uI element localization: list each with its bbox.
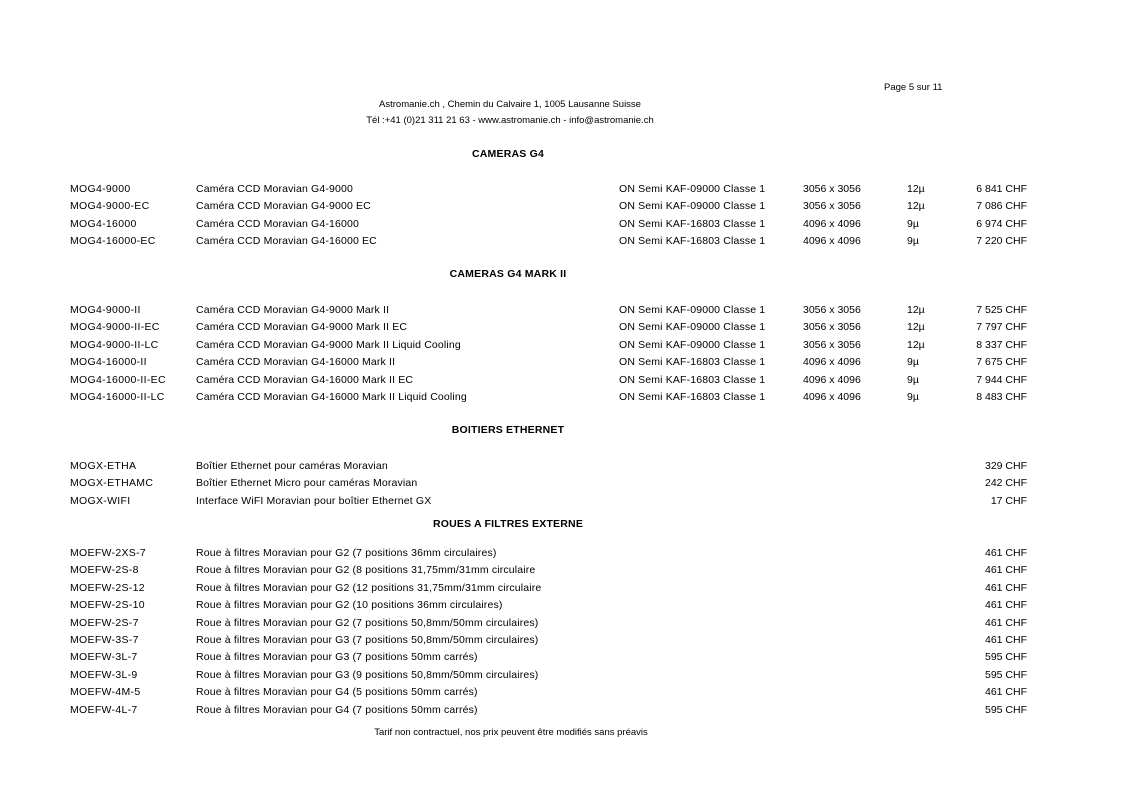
product-description: Caméra CCD Moravian G4-9000 — [196, 183, 353, 195]
product-price: 461 CHF — [984, 599, 1027, 612]
product-price: 461 CHF — [984, 564, 1027, 577]
product-reference: MOGX-WIFI — [70, 494, 131, 507]
product-price: 7 220 CHF — [976, 235, 1027, 248]
product-price: 595 CHF — [984, 668, 1027, 681]
table-row — [0, 458, 1123, 475]
product-price: 7 525 CHF — [976, 304, 1027, 316]
product-description: Caméra CCD Moravian G4-16000 Mark II Liquid Cooling — [196, 391, 467, 403]
product-description: Roue à filtres Moravian pour G3 (7 positions 50,8mm/50mm circulaires) — [196, 634, 539, 646]
sensor-resolution: 3056 x 3056 — [803, 338, 861, 351]
sensor-resolution: 3056 x 3056 — [803, 304, 861, 316]
product-reference: MOEFW-4M-5 — [70, 686, 141, 699]
section-title: ROUES A FILTRES EXTERNE — [432, 518, 584, 530]
product-price: 461 CHF — [984, 616, 1027, 629]
product-reference: MOEFW-4L-7 — [70, 703, 138, 716]
product-price: 461 CHF — [984, 581, 1027, 594]
product-reference: MOEFW-3L-7 — [70, 651, 138, 664]
table-row — [0, 493, 1123, 510]
pixel-size: 9µ — [907, 373, 919, 386]
table-row — [0, 216, 1123, 233]
sensor-resolution: 4096 x 4096 — [803, 217, 861, 230]
pixel-size: 12µ — [907, 200, 925, 213]
product-price: 461 CHF — [984, 686, 1027, 699]
product-reference: MOG4-9000-II-EC — [70, 321, 160, 334]
product-description: Roue à filtres Moravian pour G4 (5 positions 50mm carrés) — [196, 686, 478, 699]
table-row — [0, 372, 1123, 389]
product-reference: MOEFW-2S-8 — [70, 564, 139, 577]
product-description: Roue à filtres Moravian pour G2 (8 positions 31,75mm/31mm circulaire — [196, 564, 536, 577]
table-row — [0, 181, 1123, 198]
product-description: Caméra CCD Moravian G4-9000 Mark II EC — [196, 321, 408, 334]
page-number: Page 5 sur 11 — [884, 82, 943, 93]
table-row — [0, 354, 1123, 371]
product-description: Roue à filtres Moravian pour G2 (7 positions 36mm circulaires) — [196, 547, 497, 559]
product-reference: MOG4-16000 — [70, 217, 137, 230]
section-title: CAMERAS G4 MARK II — [449, 268, 567, 280]
product-price: 8 337 CHF — [976, 338, 1027, 351]
product-description: Caméra CCD Moravian G4-16000 EC — [196, 235, 377, 248]
product-description: Roue à filtres Moravian pour G3 (7 positions 50mm carrés) — [196, 651, 478, 664]
sensor-type: ON Semi KAF-09000 Classe 1 — [619, 183, 766, 195]
product-reference: MOG4-9000-II-LC — [70, 338, 159, 351]
table-row — [0, 580, 1123, 597]
product-description: Caméra CCD Moravian G4-9000 Mark II — [196, 304, 390, 316]
pixel-size: 12µ — [907, 304, 925, 316]
table-row — [0, 337, 1123, 354]
section-title: CAMERAS G4 — [471, 148, 544, 160]
product-description: Interface WiFI Moravian pour boîtier Ethernet GX — [196, 494, 432, 507]
table-row — [0, 545, 1123, 562]
table-row — [0, 684, 1123, 701]
pixel-size: 9µ — [907, 356, 919, 369]
product-price: 7 797 CHF — [976, 321, 1027, 334]
product-description: Caméra CCD Moravian G4-9000 EC — [196, 200, 371, 213]
product-price: 461 CHF — [984, 634, 1027, 646]
table-row — [0, 319, 1123, 336]
table-row — [0, 615, 1123, 632]
pixel-size: 12µ — [907, 183, 925, 195]
product-reference: MOEFW-2XS-7 — [70, 547, 147, 559]
sensor-type: ON Semi KAF-16803 Classe 1 — [619, 217, 766, 230]
product-price: 7 944 CHF — [976, 373, 1027, 386]
sensor-resolution: 4096 x 4096 — [803, 373, 861, 386]
pixel-size: 9µ — [907, 235, 919, 248]
sensor-type: ON Semi KAF-09000 Classe 1 — [619, 304, 766, 316]
product-reference: MOG4-16000-II — [70, 356, 147, 369]
product-reference: MOGX-ETHAMC — [70, 477, 154, 490]
product-reference: MOG4-9000-EC — [70, 200, 150, 213]
table-row — [0, 198, 1123, 215]
table-row — [0, 702, 1123, 719]
product-description: Caméra CCD Moravian G4-16000 — [196, 217, 359, 230]
product-price: 6 974 CHF — [976, 217, 1027, 230]
product-reference: MOG4-16000-EC — [70, 235, 156, 248]
footer-disclaimer: Tarif non contractuel, nos prix peuvent être modifiés sans préavis — [374, 727, 648, 738]
sensor-resolution: 3056 x 3056 — [803, 321, 861, 334]
product-price: 329 CHF — [984, 460, 1027, 472]
product-reference: MOEFW-2S-10 — [70, 599, 145, 612]
sensor-resolution: 4096 x 4096 — [803, 235, 861, 248]
company-address: Astromanie.ch , Chemin du Calvaire 1, 1005 Lausanne Suisse — [379, 99, 641, 110]
table-row — [0, 233, 1123, 250]
product-reference: MOGX-ETHA — [70, 460, 137, 472]
product-reference: MOG4-16000-II-EC — [70, 373, 166, 386]
product-description: Roue à filtres Moravian pour G4 (7 positions 50mm carrés) — [196, 703, 478, 716]
sensor-type: ON Semi KAF-16803 Classe 1 — [619, 391, 766, 403]
product-reference: MOG4-9000-II — [70, 304, 141, 316]
table-row — [0, 475, 1123, 492]
product-price: 6 841 CHF — [976, 183, 1027, 195]
product-price: 461 CHF — [984, 547, 1027, 559]
table-row — [0, 667, 1123, 684]
product-description: Roue à filtres Moravian pour G3 (9 positions 50,8mm/50mm circulaires) — [196, 668, 539, 681]
sensor-resolution: 3056 x 3056 — [803, 200, 861, 213]
product-description: Boîtier Ethernet Micro pour caméras Moravian — [196, 477, 418, 490]
sensor-resolution: 4096 x 4096 — [803, 391, 861, 403]
product-description: Caméra CCD Moravian G4-16000 Mark II — [196, 356, 396, 369]
product-reference: MOG4-9000 — [70, 183, 131, 195]
sensor-resolution: 3056 x 3056 — [803, 183, 861, 195]
pixel-size: 9µ — [907, 391, 919, 403]
product-description: Roue à filtres Moravian pour G2 (12 positions 31,75mm/31mm circulaire — [196, 581, 542, 594]
sensor-type: ON Semi KAF-16803 Classe 1 — [619, 235, 766, 248]
table-row — [0, 302, 1123, 319]
product-price: 595 CHF — [984, 651, 1027, 664]
product-description: Caméra CCD Moravian G4-16000 Mark II EC — [196, 373, 414, 386]
product-reference: MOEFW-2S-7 — [70, 616, 139, 629]
table-row — [0, 389, 1123, 406]
sensor-type: ON Semi KAF-09000 Classe 1 — [619, 338, 766, 351]
section-title: BOITIERS ETHERNET — [451, 424, 565, 436]
sensor-resolution: 4096 x 4096 — [803, 356, 861, 369]
table-row — [0, 597, 1123, 614]
product-reference: MOG4-16000-II-LC — [70, 391, 165, 403]
sensor-type: ON Semi KAF-16803 Classe 1 — [619, 356, 766, 369]
product-description: Boîtier Ethernet pour caméras Moravian — [196, 460, 388, 472]
table-row — [0, 632, 1123, 649]
pixel-size: 12µ — [907, 338, 925, 351]
pixel-size: 12µ — [907, 321, 925, 334]
pixel-size: 9µ — [907, 217, 919, 230]
product-price: 17 CHF — [990, 494, 1027, 507]
product-price: 7 675 CHF — [976, 356, 1027, 369]
sensor-type: ON Semi KAF-16803 Classe 1 — [619, 373, 766, 386]
product-price: 242 CHF — [984, 477, 1027, 490]
product-reference: MOEFW-2S-12 — [70, 581, 145, 594]
product-description: Roue à filtres Moravian pour G2 (7 positions 50,8mm/50mm circulaires) — [196, 616, 539, 629]
product-reference: MOEFW-3L-9 — [70, 668, 138, 681]
sensor-type: ON Semi KAF-09000 Classe 1 — [619, 321, 766, 334]
sensor-type: ON Semi KAF-09000 Classe 1 — [619, 200, 766, 213]
product-description: Caméra CCD Moravian G4-9000 Mark II Liquid Cooling — [196, 338, 461, 351]
product-price: 595 CHF — [984, 703, 1027, 716]
table-row — [0, 562, 1123, 579]
table-row — [0, 649, 1123, 666]
company-contact: Tél :+41 (0)21 311 21 63 - www.astromanie.ch - info@astromanie.ch — [366, 115, 654, 126]
product-price: 8 483 CHF — [976, 391, 1027, 403]
product-reference: MOEFW-3S-7 — [70, 634, 139, 646]
product-price: 7 086 CHF — [976, 200, 1027, 213]
product-description: Roue à filtres Moravian pour G2 (10 positions 36mm circulaires) — [196, 599, 503, 612]
